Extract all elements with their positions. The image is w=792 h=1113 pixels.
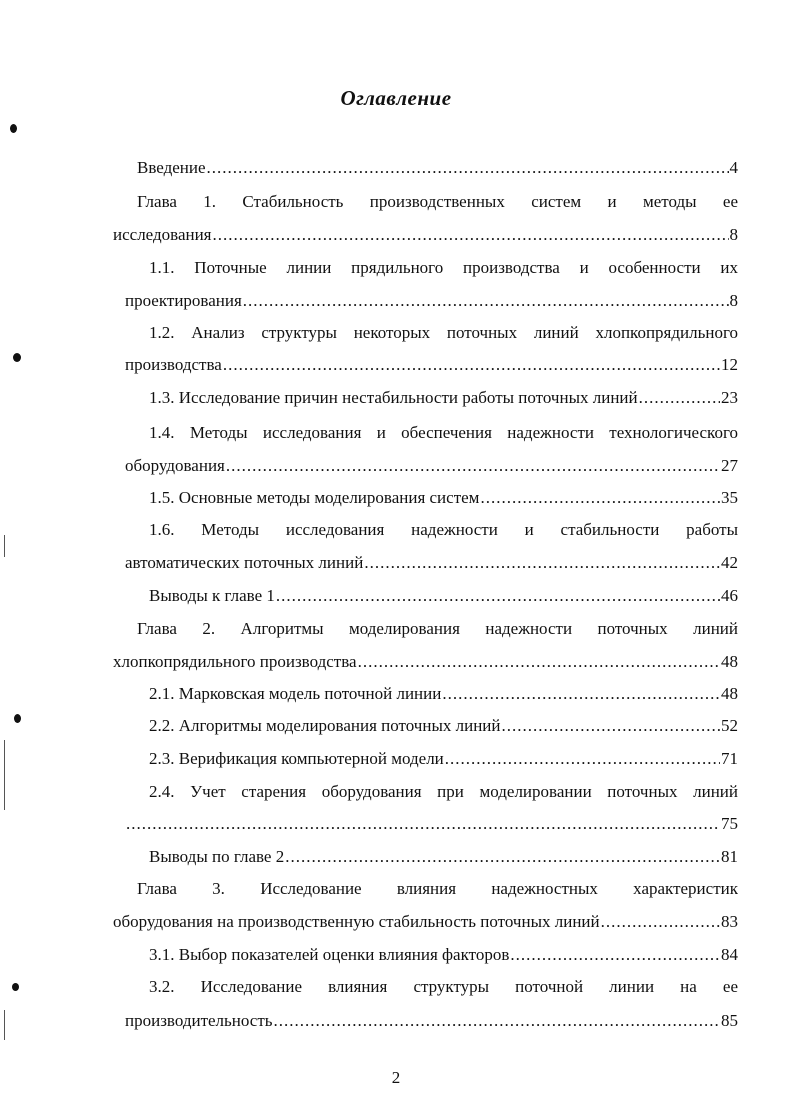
toc-entry-text: 1.3. Исследование причин нестабильности работы поточных линий [149,388,638,407]
dot-leader [226,454,720,478]
dot-leader [207,156,729,180]
toc-entry-page: 48 [721,684,738,703]
toc-entry-1-1[interactable] [125,289,738,313]
dot-leader [445,747,720,771]
toc-entry-page: 8 [729,291,738,310]
scan-speck [10,124,17,133]
toc-entry-1-1-line1[interactable]: 1.1. Поточные линии прядильного производства и особенности их [149,258,738,277]
dot-leader [502,714,720,738]
toc-entry-text: Выводы по главе 2 [149,847,285,866]
toc-entry-text: 2.3. Верификация компьютерной модели [149,749,444,768]
scan-margin-mark [4,740,5,810]
toc-entry-2-1[interactable] [149,682,738,706]
toc-entry-1-4-line1[interactable]: 1.4. Методы исследования и обеспечения надежности технологического [149,423,738,442]
dot-leader [276,584,720,608]
scan-speck [12,983,19,991]
toc-entry-page: 12 [721,355,738,374]
toc-entry-page: 4 [729,158,738,177]
dot-leader [364,551,720,575]
toc-entry-page: 42 [721,553,738,572]
toc-entry-2-2[interactable] [149,714,738,738]
toc-entry-chapter-1[interactable] [113,223,738,247]
toc-entry-1-3[interactable] [149,386,738,410]
toc-entry-chapter-3-line1[interactable]: Глава 3. Исследование влияния надежностных характеристик [137,879,738,898]
toc-entry-text: оборудования [125,456,225,475]
toc-entry-text: производительность [125,1011,273,1030]
toc-entry-page: 85 [721,1011,738,1030]
toc-entry-page: 71 [721,749,738,768]
toc-entry-page: 35 [721,488,738,507]
toc-entry-page: 75 [721,814,738,833]
toc-entry-text: Введение [137,158,206,177]
dot-leader [274,1009,720,1033]
toc-entry-text: автоматических поточных линий [125,553,364,572]
toc-entry-1-6-line1[interactable]: 1.6. Методы исследования надежности и стабильности работы [149,520,738,539]
toc-entry-page: 52 [721,716,738,735]
toc-entry-text: Выводы к главе 1 [149,586,275,605]
scan-margin-mark [4,1010,5,1040]
dot-leader [223,353,720,377]
toc-entry-text: проектирования [125,291,242,310]
toc-entry-page: 81 [721,847,738,866]
toc-entry-page: 83 [721,912,738,931]
toc-entry-text: оборудования на производственную стабильность поточных линий [113,912,600,931]
toc-entry-1-2-line1[interactable]: 1.2. Анализ структуры некоторых поточных линий хлопкопрядильного [149,323,738,342]
toc-entry-conclusions-2[interactable] [149,845,738,869]
scan-speck [14,714,21,723]
dot-leader [213,223,729,247]
toc-entry-2-4-line1[interactable]: 2.4. Учет старения оборудования при моделировании поточных линий [149,782,738,801]
dot-leader [126,812,720,836]
dot-leader [480,486,720,510]
toc-entry-conclusions-1[interactable] [149,584,738,608]
toc-entry-page: 8 [729,225,738,244]
dot-leader [442,682,720,706]
toc-entry-text: 1.5. Основные методы моделирования систем [149,488,480,507]
dot-leader [243,289,729,313]
toc-entry-3-2-line1[interactable]: 3.2. Исследование влияния структуры поточной линии на ее [149,977,738,996]
dot-leader [601,910,720,934]
toc-entry-page: 23 [721,388,738,407]
toc-entry-chapter-1-line1[interactable]: Глава 1. Стабильность производственных систем и методы ее [137,192,738,211]
dot-leader [285,845,720,869]
toc-entry-text: хлопкопрядильного производства [113,652,357,671]
page-number: 2 [391,1068,401,1087]
toc-entry-text: 2.1. Марковская модель поточной линии [149,684,442,703]
toc-entry-3-1[interactable] [149,943,738,967]
dot-leader [510,943,720,967]
scan-margin-mark [4,535,5,557]
toc-entry-page: 84 [721,945,738,964]
toc-entry-2-3[interactable] [149,747,738,771]
toc-entry-page: 48 [721,652,738,671]
toc-entry-text: 2.2. Алгоритмы моделирования поточных линий [149,716,501,735]
dot-leader [358,650,720,674]
toc-entry-page: 46 [721,586,738,605]
toc-entry-introduction[interactable] [137,156,738,180]
toc-entry-1-6[interactable] [125,551,738,575]
toc-entry-chapter-3[interactable] [113,910,738,934]
toc-entry-1-2[interactable] [125,353,738,377]
toc-entry-2-4[interactable] [125,812,738,836]
toc-entry-text: исследования [113,225,212,244]
toc-entry-text: 3.1. Выбор показателей оценки влияния факторов [149,945,510,964]
toc-entry-1-4[interactable] [125,454,738,478]
scan-speck [13,353,21,362]
toc-entry-chapter-2-line1[interactable]: Глава 2. Алгоритмы моделирования надежности поточных линий [137,619,738,638]
toc-entry-text: производства [125,355,222,374]
toc-entry-page: 27 [721,456,738,475]
page-title: Оглавление [340,86,452,110]
dot-leader [639,386,720,410]
toc-entry-chapter-2[interactable] [113,650,738,674]
toc-entry-3-2[interactable] [125,1009,738,1033]
toc-entry-1-5[interactable] [149,486,738,510]
